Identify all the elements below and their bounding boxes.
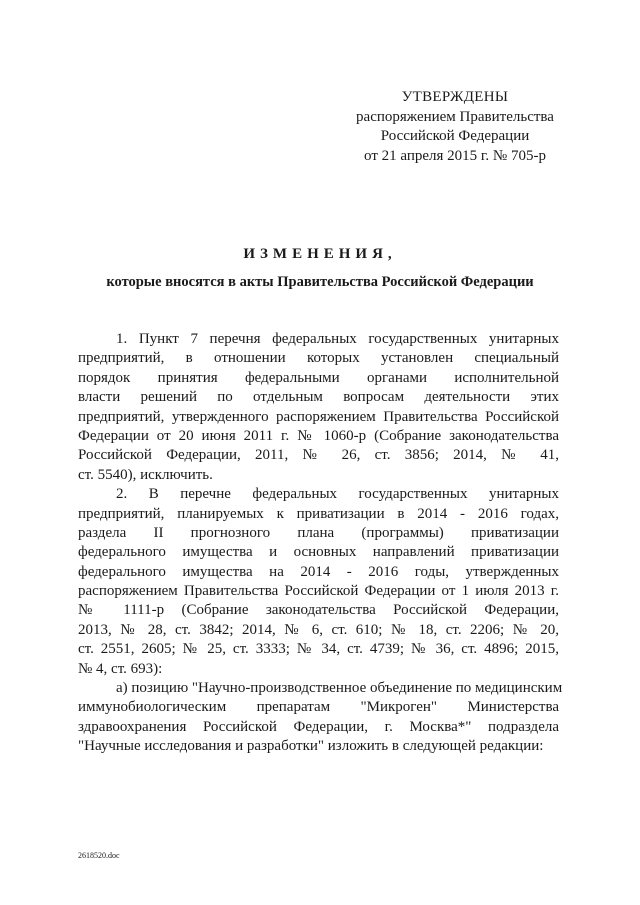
approval-line: Российской Федерации [380,128,530,144]
approval-block [330,88,580,166]
text-line: "Научные исследования и разработки" изложить в следующей редакции: [78,738,544,755]
text-line: 1. Пункт 7 перечня федеральных государственных унитарных [116,331,559,347]
text-line: № 4, ст. 693): [78,660,163,677]
text-line: а) позицию "Научно-производственное объединение по медицинским [116,680,563,697]
text-line: Российской Федерации, 2011, № 26, ст. 3856; 2014, № 41, [78,447,559,464]
text-line: 2. В перечне федеральных государственных унитарных [116,486,559,503]
text-line: № 1111-р (Собрание законодательства Российской Федерации, [78,602,559,619]
text-line: федерального имущества на 2014 - 2016 годы, утвержденных [78,563,559,580]
approval-label: УТВЕРЖДЕНЫ [401,89,509,105]
text-line: власти решений по отдельным вопросам деятельности этих [78,389,559,406]
document-title: ИЗМЕНЕНИЯ, [243,246,397,262]
document-body [78,330,563,757]
text-line: порядок принятия федеральными органами исполнительной [78,369,559,386]
document-subtitle: которые вносятся в акты Правительства Российской Федерации [106,274,534,290]
text-line: здравоохранения Российской Федерации, г. Москва*" подраздела [78,718,559,735]
text-line: предприятий, в отношении которых установлен специальный [78,350,559,367]
text-line: федерального имущества и основных направлений приватизации [78,544,559,561]
approval-line: распоряжением Правительства [356,108,554,125]
text-line: 2013, № 28, ст. 3842; 2014, № 6, ст. 610; № 18, ст. 2206; № 20, [78,621,559,638]
text-line: ст. 2551, 2605; № 25, ст. 3333; № 34, ст. 4739; № 36, ст. 4896; 2015, [78,641,559,658]
text-line: раздела II прогнозного плана (программы) приватизации [78,524,559,541]
text-line: распоряжением Правительства Российской Федерации от 1 июля 2013 г. [78,583,559,600]
approval-date: от 21 апреля 2015 г. № 705-р [364,147,546,164]
text-line: предприятий, планируемых к приватизации в 2014 - 2016 годах, [78,505,559,522]
text-line: ст. 5540), исключить. [78,466,213,483]
file-name-footer: 2618520.doc [78,851,120,860]
text-line: Федерации от 20 июня 2011 г. № 1060-р (Собрание законодательства [78,427,559,444]
text-line: предприятий, утвержденного распоряжением Правительства Российской [78,408,559,425]
text-line: иммунобиологическим препаратам "Микроген" Министерства [78,699,559,716]
